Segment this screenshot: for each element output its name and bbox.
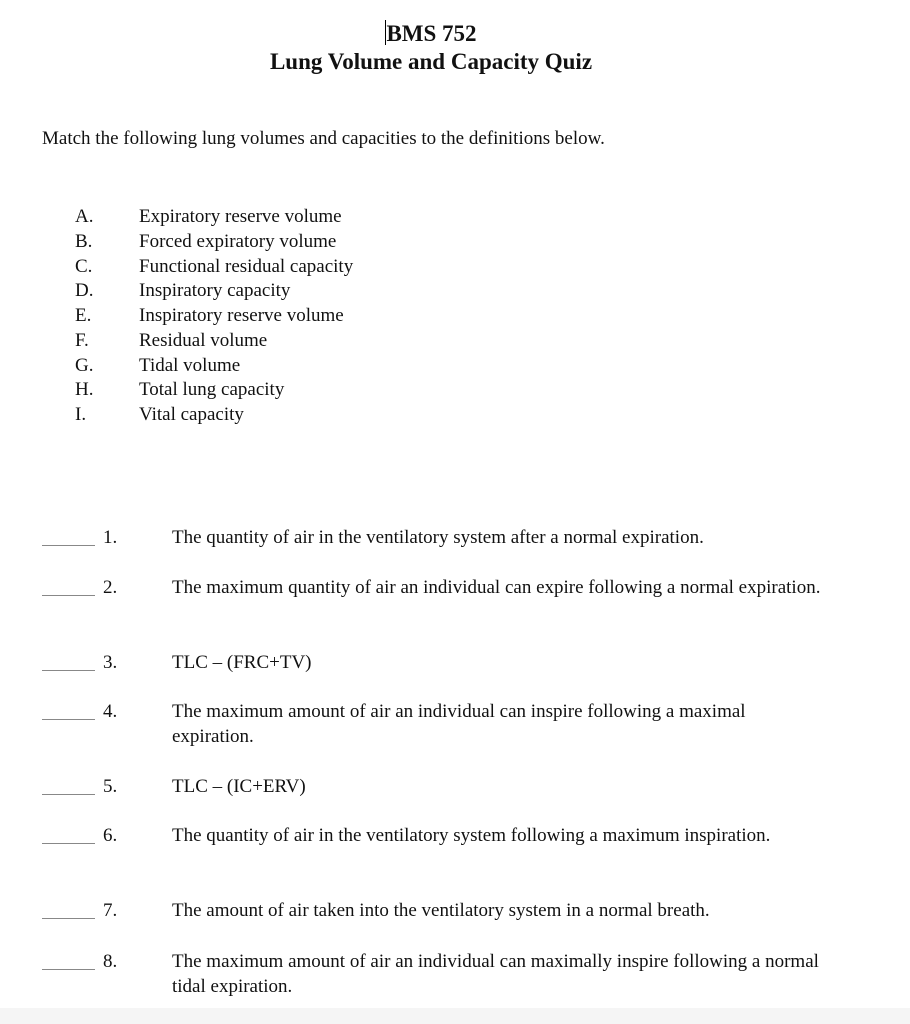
option-letter: C. [75, 256, 93, 277]
option-text: Vital capacity [139, 404, 244, 425]
answer-blank[interactable] [42, 545, 95, 546]
page-bottom-strip [0, 1008, 910, 1024]
question-text: TLC – (FRC+TV) [172, 652, 312, 673]
option-text: Functional residual capacity [139, 256, 354, 277]
option-letter: E. [75, 305, 92, 326]
answer-blank[interactable] [42, 794, 95, 795]
question-number: 2. [103, 577, 118, 598]
option-letter: H. [75, 379, 94, 400]
option-text: Expiratory reserve volume [139, 206, 342, 227]
question-number: 3. [103, 652, 118, 673]
question-text: The amount of air taken into the ventilatory system in a normal breath. [172, 900, 710, 921]
question-text: The maximum amount of air an individual can inspire following a maximal expiration. [172, 701, 746, 747]
answer-blank[interactable] [42, 918, 95, 919]
answer-blank[interactable] [42, 595, 95, 596]
option-text: Residual volume [139, 330, 268, 351]
question-number: 7. [103, 900, 118, 921]
answer-blank[interactable] [42, 719, 95, 720]
question-text: The maximum amount of air an individual can maximally inspire following a normal tidal expiration. [172, 951, 819, 997]
question-number: 5. [103, 776, 118, 797]
option-text: Inspiratory reserve volume [139, 305, 344, 326]
question-number: 8. [103, 951, 118, 972]
question-text: The quantity of air in the ventilatory system following a maximum inspiration. [172, 825, 771, 846]
course-code [0, 20, 862, 47]
option-letter: G. [75, 355, 94, 376]
option-text: Forced expiratory volume [139, 231, 337, 252]
option-text: Inspiratory capacity [139, 280, 291, 301]
question-number: 4. [103, 701, 118, 722]
question-text: TLC – (IC+ERV) [172, 776, 306, 797]
question-number: 1. [103, 527, 118, 548]
instructions: Match the following lung volumes and capacities to the definitions below. [42, 128, 605, 149]
option-letter: B. [75, 231, 93, 252]
page-title: Lung Volume and Capacity Quiz [269, 49, 593, 74]
option-text: Tidal volume [139, 355, 241, 376]
question-number: 6. [103, 825, 118, 846]
option-text: Total lung capacity [139, 379, 285, 400]
answer-blank[interactable] [42, 843, 95, 844]
option-letter: A. [75, 206, 94, 227]
option-letter: D. [75, 280, 94, 301]
course-code-text: BMS 752 [386, 21, 477, 46]
answer-blank[interactable] [42, 670, 95, 671]
answer-blank[interactable] [42, 969, 95, 970]
option-letter: F. [75, 330, 89, 351]
option-letter: I. [75, 404, 87, 425]
question-text: The maximum quantity of air an individual can expire following a normal expiration. [172, 577, 821, 598]
question-text: The quantity of air in the ventilatory system after a normal expiration. [172, 527, 704, 548]
